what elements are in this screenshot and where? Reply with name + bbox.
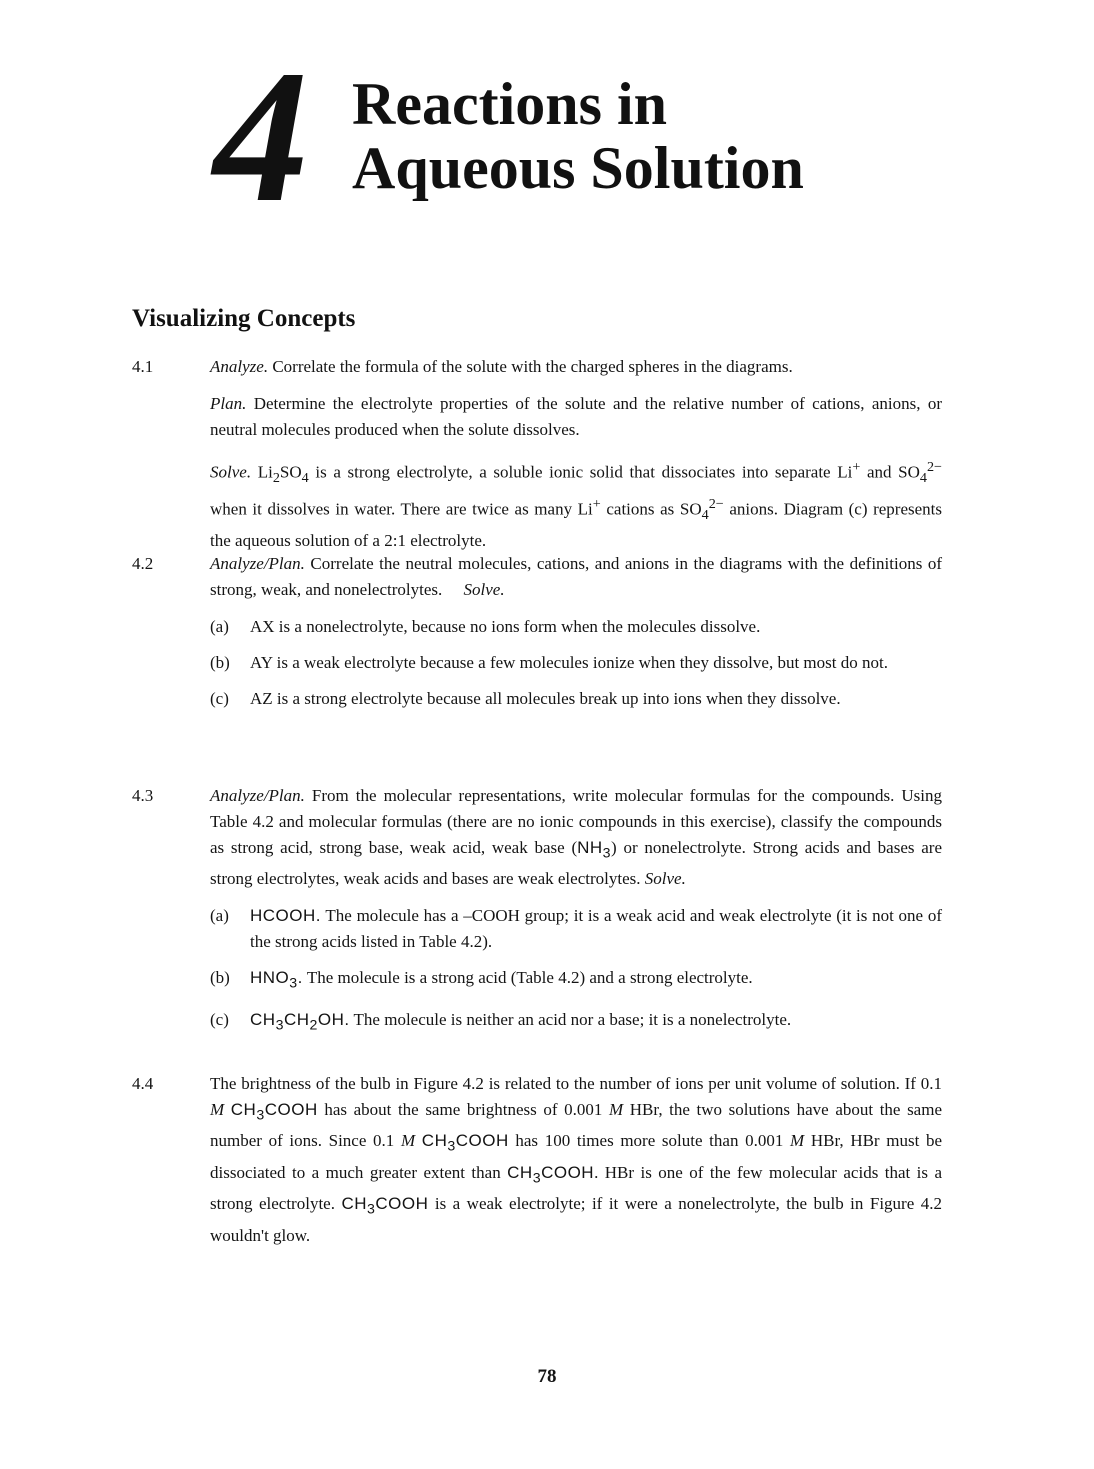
subscript: 4: [701, 507, 709, 524]
item-text: AZ is a strong electrolyte because all molecules break up into ions when they dissolve.: [250, 689, 841, 708]
item-label: (a): [210, 906, 229, 926]
formula: COOH: [541, 1162, 595, 1182]
solve-text: cations as SO: [600, 499, 702, 519]
problem-4-4: [132, 1071, 942, 1249]
formula: CH: [283, 1009, 310, 1029]
subscript: 2: [309, 1017, 318, 1034]
solve-text: anions. Diagram (c) represents the aqueous solution of a 2:1 electrolyte.: [210, 499, 943, 551]
answer-item-a: [210, 614, 942, 640]
item-label: (a): [210, 617, 229, 636]
analyze-plan-text: Correlate the neutral molecules, cations, and anions in the diagrams with the definitions of strong, weak, and nonelectrolytes.: [210, 554, 942, 599]
paragraph-text: is a weak electrolyte; if it were a nonelectrolyte, the bulb in Figure 4.2 wouldn't glow.: [210, 1194, 942, 1245]
item-text: The molecule is neither an acid nor a base; it is a nonelectrolyte.: [349, 1009, 792, 1029]
plan-paragraph: [210, 391, 942, 443]
formula: OH.: [317, 1009, 350, 1029]
solve-text: SO: [279, 462, 302, 482]
problem-number: 4.4: [132, 1074, 154, 1093]
item-label: (c): [210, 689, 229, 708]
molarity-symbol: M: [608, 1100, 624, 1119]
formula: CH: [230, 1100, 257, 1119]
analyze-plan-label: Analyze/Plan.: [210, 786, 305, 805]
subscript: 3: [532, 1170, 542, 1187]
chapter-title-line-2: Aqueous Solution: [352, 135, 804, 201]
answer-item-b: [210, 650, 942, 676]
problem-body: [210, 354, 942, 554]
paragraph-text: HBr, HBr must be dissociated to a much greater extent than: [210, 1131, 943, 1182]
problem-number: 4.2: [132, 554, 154, 573]
paragraph-text: has about the same brightness of 0.001: [317, 1100, 609, 1119]
analyze-paragraph: [210, 354, 942, 380]
formula: CH: [421, 1131, 448, 1151]
formula: COOH: [264, 1100, 318, 1119]
problem-body: [210, 783, 942, 1038]
formula: HCOOH.: [250, 906, 321, 926]
plan-label: Plan.: [210, 394, 247, 413]
answer-list: [210, 614, 942, 712]
problem-body: [210, 1071, 942, 1249]
formula: COOH: [375, 1194, 429, 1214]
item-label: (c): [210, 1009, 229, 1029]
analyze-plan-paragraph: [210, 783, 942, 892]
chapter-title: [352, 72, 804, 200]
formula: CH: [507, 1162, 533, 1182]
superscript: 2−: [708, 496, 724, 513]
plan-text: Determine the electrolyte properties of the solute and the relative number of cations, anions, or neutral molecules produced when the solute dissolves.: [210, 394, 942, 439]
formula: NH: [577, 838, 603, 857]
formula: CH: [250, 1009, 276, 1029]
answer-item-b: [210, 965, 942, 996]
solve-label: Solve.: [210, 462, 252, 482]
solve-text: and SO: [860, 462, 920, 482]
subscript: 3: [602, 845, 612, 862]
solve-text: Li: [251, 462, 273, 482]
formula: HNO: [250, 968, 290, 988]
item-label: (b): [210, 653, 230, 672]
answer-item-c: [210, 1007, 942, 1038]
problem-4-3: [132, 783, 942, 1048]
item-label: (b): [210, 968, 230, 988]
section-heading: Visualizing Concepts: [132, 305, 356, 332]
paragraph-text: has 100 times more solute than 0.001: [508, 1131, 790, 1151]
chapter-number: 4: [213, 32, 309, 242]
formula: CH: [341, 1194, 367, 1214]
solve-text: when it dissolves in water. There are twice as many Li: [210, 499, 593, 519]
solve-label: Solve.: [644, 869, 686, 889]
analyze-plan-paragraph: [210, 551, 942, 603]
formula: .: [297, 968, 303, 988]
item-text: AX is a nonelectrolyte, because no ions form when the molecules dissolve.: [250, 617, 761, 636]
paragraph-text: The brightness of the bulb in Figure 4.2 is related to the number of ions per unit volume of solution. If 0.1: [210, 1074, 942, 1093]
page-number: 78: [537, 1366, 557, 1387]
problem-number: 4.3: [132, 786, 154, 805]
solve-label: Solve.: [463, 580, 505, 599]
paragraph-text: From the molecular representations, write molecular formulas for the compounds. Using Table 4.2 and molecular formulas (there are no ionic compounds in this exercise), classify the compounds as strong acid, strong base, weak acid, weak base (: [210, 786, 942, 857]
subscript: 3: [447, 1138, 456, 1155]
problem-4-2: [132, 551, 942, 722]
subscript: 2: [272, 470, 280, 487]
item-text: AY is a weak electrolyte because a few molecules ionize when they dissolve, but most do not.: [250, 653, 888, 672]
answer-item-c: [210, 686, 942, 712]
problem-4-1: [132, 354, 942, 554]
paragraph-text: . HBr is one of the few molecular acids that is a strong electrolyte.: [210, 1162, 942, 1214]
superscript: +: [852, 459, 861, 475]
solve-paragraph: [210, 454, 942, 554]
problem-number: 4.1: [132, 357, 154, 376]
subscript: 4: [919, 470, 927, 487]
paragraph-text: ) or nonelectrolyte. Strong acids and bases are strong electrolytes, weak acids and bases are weak electrolytes.: [210, 838, 942, 889]
analyze-label: Analyze.: [210, 357, 269, 376]
paragraph-text: HBr, the two solutions have about the same number of ions. Since 0.1: [210, 1100, 942, 1151]
molarity-symbol: M: [210, 1100, 225, 1119]
superscript: 2−: [926, 459, 943, 475]
subscript: 3: [289, 975, 298, 992]
answer-item-a: [210, 903, 942, 955]
explanation-paragraph: [210, 1071, 942, 1249]
analyze-plan-label: Analyze/Plan.: [210, 554, 305, 573]
formula: COOH: [455, 1131, 509, 1151]
item-text: The molecule has a –COOH group; it is a weak acid and weak electrolyte (it is not one of the strong acids listed in Table 4.2).: [250, 906, 942, 952]
analyze-text: Correlate the formula of the solute with the charged spheres in the diagrams.: [268, 357, 793, 376]
subscript: 3: [275, 1017, 284, 1034]
answer-list: [210, 903, 942, 1038]
molarity-symbol: M: [400, 1131, 416, 1151]
item-text: The molecule is a strong acid (Table 4.2) and a strong electrolyte.: [302, 968, 753, 988]
solve-text: is a strong electrolyte, a soluble ionic solid that dissociates into separate Li: [308, 462, 853, 482]
chapter-title-line-1: Reactions in: [352, 71, 667, 137]
molarity-symbol: M: [790, 1131, 805, 1151]
subscript: 3: [367, 1201, 376, 1218]
problem-body: [210, 551, 942, 712]
subscript: 3: [256, 1107, 265, 1124]
superscript: +: [592, 496, 601, 513]
subscript: 4: [301, 470, 309, 487]
